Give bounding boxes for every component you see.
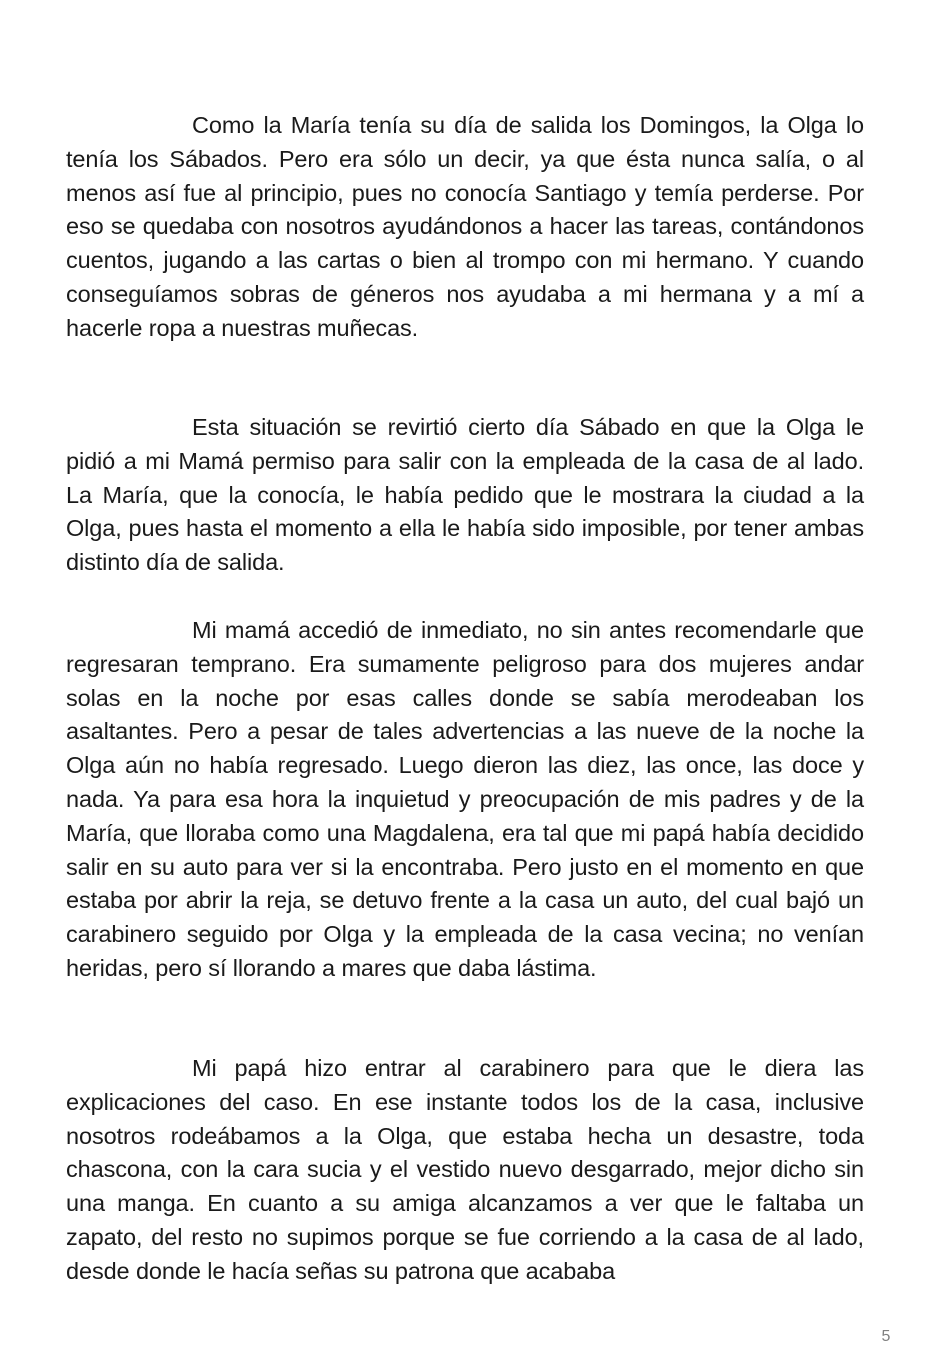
page-number: 5 xyxy=(881,1328,891,1345)
paragraph-4-text: Mi papá hizo entrar al carabinero para que le diera las explicaciones del caso. En ese instante todos los de la casa, inclusive nosotros rodeábamos a la Olga, que estaba hecha un desastre, toda chascona, con la cara sucia y el vestido nuevo desgarrado, mejor dicho sin una manga. En cuanto a su amiga alcanzamos a ver que le faltaba un zapato, del resto no supimos porque se fue corriendo a la casa de al lado, desde donde le hacía señas su patrona que acababa xyxy=(66,1055,864,1284)
paragraph-2 xyxy=(66,411,864,580)
paragraph-1-text: Como la María tenía su día de salida los Domingos, la Olga lo tenía los Sábados. Pero era sólo un decir, ya que ésta nunca salía, o al menos así fue al principio, pues no conocía Santiago y temía perderse. Por eso se quedaba con nosotros ayudándonos a hacer las tareas, contándonos cuentos, jugando a las cartas o bien al trompo con mi hermano. Y cuando conseguíamos sobras de géneros nos ayudaba a mi hermana y a mí a hacerle ropa a nuestras muñecas. xyxy=(66,112,864,341)
paragraph-1 xyxy=(66,109,864,346)
paragraph-3-text: Mi mamá accedió de inmediato, no sin antes recomendarle que regresaran temprano. Era sumamente peligroso para dos mujeres andar solas en la noche por esas calles donde se sabía merodeaban los asaltantes. Pero a pesar de tales advertencias a las nueve de la noche la Olga aún no había regresado. Luego dieron las diez, las once, las doce y nada. Ya para esa hora la inquietud y preocupación de mis padres y de la María, que lloraba como una Magdalena, era tal que mi papá había decidido salir en su auto para ver si la encontraba. Pero justo en el momento en que estaba por abrir la reja, se detuvo frente a la casa un auto, del cual bajó un carabinero seguido por Olga y la empleada de la casa vecina; no venían heridas, pero sí llorando a mares que daba lástima. xyxy=(66,617,864,981)
paragraph-3 xyxy=(66,614,864,986)
paragraph-2-text: Esta situación se revirtió cierto día Sábado en que la Olga le pidió a mi Mamá permiso para salir con la empleada de la casa de al lado. La María, que la conocía, le había pedido que le mostrara la ciudad a la Olga, pues hasta el momento a ella le había sido imposible, por tener ambas distinto día de salida. xyxy=(66,414,864,576)
paragraph-4 xyxy=(66,1052,864,1289)
